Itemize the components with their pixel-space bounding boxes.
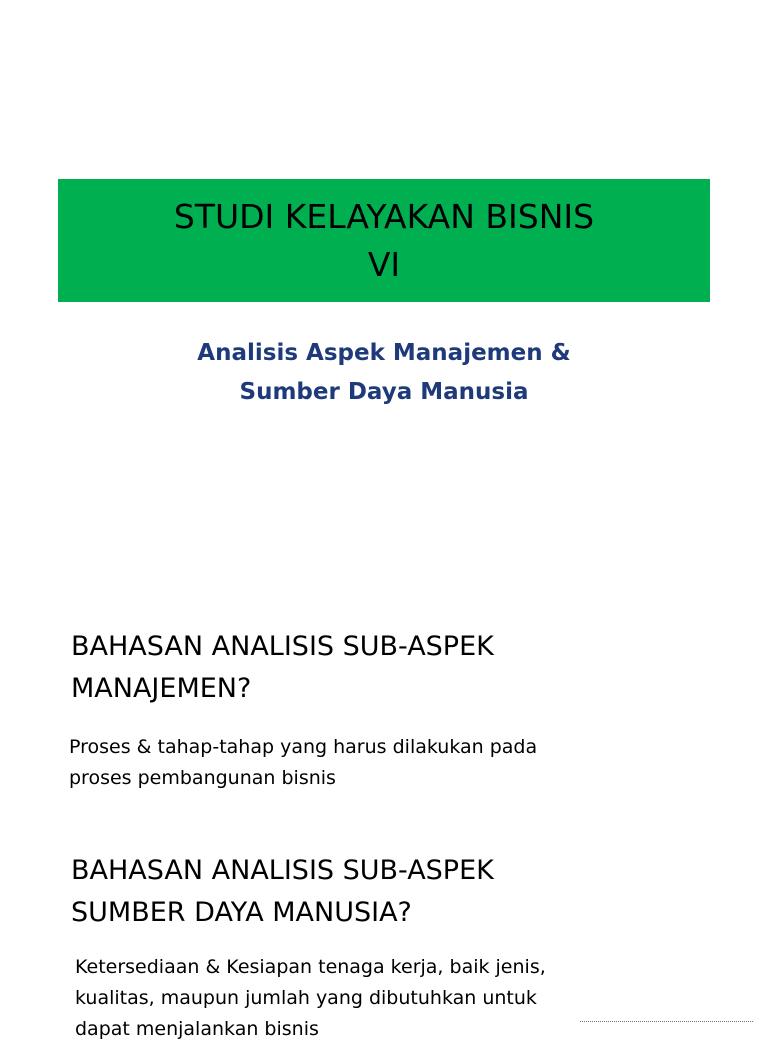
section-body-line: Proses & tahap-tahap yang harus dilakukan pada bbox=[69, 736, 538, 758]
section-body-line: Ketersediaan & Kesiapan tenaga kerja, baik jenis, bbox=[75, 956, 546, 978]
section-heading-sdm bbox=[71, 850, 721, 934]
section-body-line: dapat menjalankan bisnis bbox=[75, 1018, 319, 1040]
slide-subtitle bbox=[58, 334, 710, 412]
section-heading-manajemen bbox=[71, 626, 721, 710]
decorative-divider bbox=[580, 1020, 753, 1022]
slide-title-line-2: VI bbox=[367, 244, 401, 284]
section-heading-line: MANAJEMEN? bbox=[71, 673, 252, 704]
slide-subtitle-line-1: Analisis Aspek Manajemen & bbox=[197, 340, 571, 366]
section-heading-line: SUMBER DAYA MANUSIA? bbox=[71, 897, 412, 928]
section-body-line: proses pembangunan bisnis bbox=[69, 767, 336, 789]
section-heading-line: BAHASAN ANALISIS SUB-ASPEK bbox=[71, 855, 494, 886]
slide-title-line-1: STUDI KELAYAKAN BISNIS bbox=[173, 196, 595, 236]
section-body-manajemen bbox=[69, 732, 669, 794]
content-slide bbox=[0, 566, 768, 1040]
slide-subtitle-line-2: Sumber Daya Manusia bbox=[239, 379, 529, 405]
section-heading-line: BAHASAN ANALISIS SUB-ASPEK bbox=[71, 631, 494, 662]
section-body-sdm bbox=[75, 952, 675, 1045]
section-body-line: kualitas, maupun jumlah yang dibutuhkan untuk bbox=[75, 987, 537, 1009]
title-banner bbox=[58, 179, 710, 302]
